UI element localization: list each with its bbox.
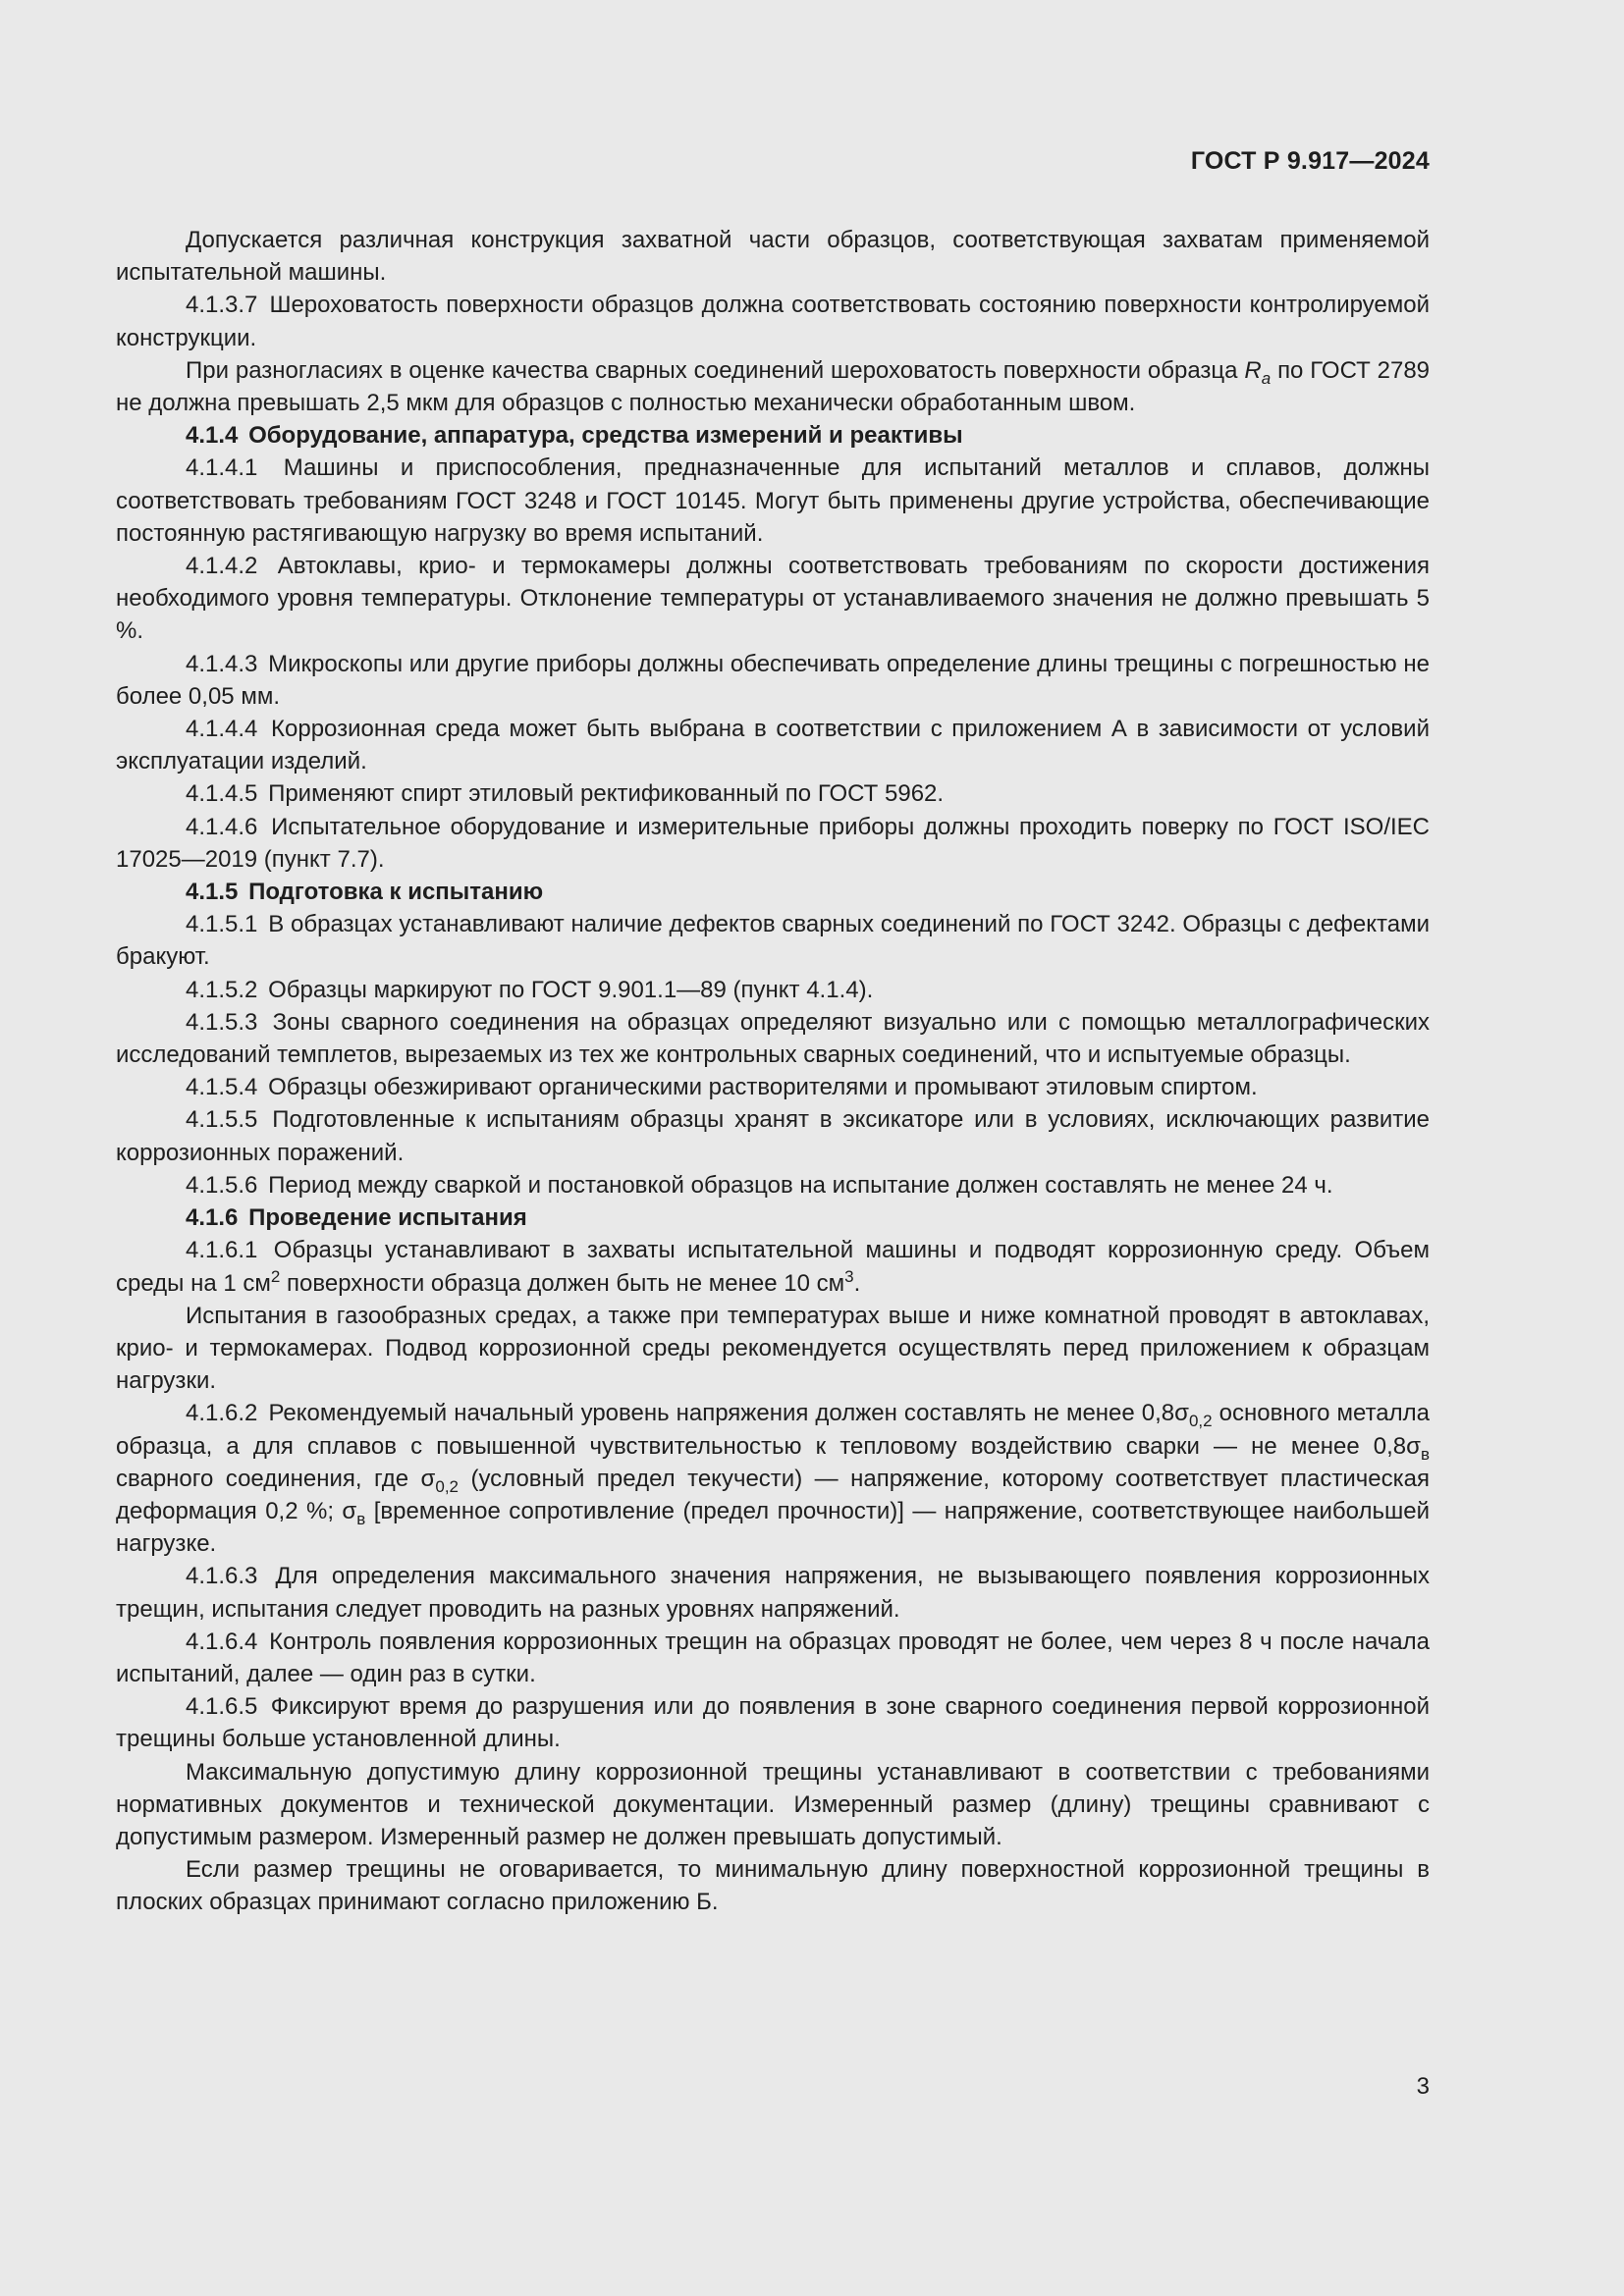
paragraph-text: Шероховатость поверхности образцов должна соответствовать состоянию поверхности контролируемой конструкции. [116, 292, 1431, 351]
section-heading [116, 1201, 1430, 1234]
paragraph-text: Контроль появления коррозионных трещин на образцах проводят не более, чем через 8 ч после начала испытаний, далее — один раз в сутки. [116, 1628, 1431, 1687]
paragraph-text: Подготовленные к испытаниям образцы хранят в эксикаторе или в условиях, исключающих развитие коррозионных поражений. [116, 1106, 1431, 1166]
paragraph [116, 1071, 1430, 1103]
paragraph [116, 1626, 1430, 1690]
superscript: 2 [270, 1266, 281, 1286]
paragraph-text: Допускается различная конструкция захватной части образцов, соответствующая захватам применяемой испытательной машины. [116, 227, 1430, 287]
paragraph [116, 1690, 1430, 1755]
paragraph-text: поверхности образца должен быть не менее 10 см [287, 1269, 845, 1297]
paragraph-text: Образцы устанавливают в захваты испытательной машины и подводят коррозионную среду. Объем среды на 1 см [116, 1237, 1430, 1297]
roughness-symbol: R [1244, 356, 1262, 384]
paragraph [116, 1756, 1430, 1854]
clause-number: 4.1.6.2 [186, 1400, 258, 1427]
subscript: в [1420, 1444, 1430, 1464]
clause-number: 4.1.5.1 [186, 911, 258, 938]
clause-number: 4.1.6.4 [186, 1628, 258, 1655]
paragraph [116, 1006, 1430, 1071]
paragraph-text: Испытания в газообразных средах, а также при температурах выше и ниже комнатной проводят в автоклавах, крио- и термокамерах. Подвод коррозионной среды рекомендуется осуществлять перед приложением к образцам нагрузки. [116, 1302, 1430, 1395]
clause-number: 4.1.3.7 [186, 292, 258, 319]
clause-number: 4.1.4.1 [186, 454, 258, 482]
paragraph-text: . [853, 1269, 861, 1297]
paragraph [116, 354, 1430, 419]
paragraph-text: сварного соединения, где σ [116, 1465, 436, 1492]
paragraph [116, 452, 1430, 550]
roughness-subscript: a [1261, 368, 1272, 388]
clause-number: 4.1.6.1 [186, 1237, 258, 1264]
paragraph-text: Для определения максимального значения напряжения, не вызывающего появления коррозионных трещин, испытания следует проводить на разных уровнях напряжений. [116, 1563, 1430, 1623]
superscript: 3 [844, 1266, 854, 1286]
clause-number: 4.1.4.3 [186, 650, 258, 677]
paragraph [116, 1560, 1430, 1625]
paragraph [116, 1103, 1430, 1168]
paragraph-text: В образцах устанавливают наличие дефектов сварных соединений по ГОСТ 3242. Образцы с дефектами бракуют. [116, 911, 1431, 971]
paragraph [116, 1853, 1430, 1918]
section-number: 4.1.6 [186, 1204, 239, 1232]
paragraph [116, 811, 1430, 876]
paragraph-text: Фиксируют время до разрушения или до появления в зоне сварного соединения первой коррозионной трещины больше установленной длины. [116, 1693, 1431, 1753]
paragraph-text: Рекомендуемый начальный уровень напряжения должен составлять не менее 0,8σ [268, 1400, 1189, 1427]
paragraph-text: Машины и приспособления, предназначенные для испытаний металлов и сплавов, должны соответствовать требованиям ГОСТ 3248 и ГОСТ 10145. Могут быть применены другие устройства, обеспечивающие постоянную растягивающую нагрузку во время испытаний. [116, 454, 1430, 547]
paragraph [116, 1300, 1430, 1398]
paragraph [116, 224, 1430, 289]
subscript: в [356, 1509, 366, 1528]
paragraph [116, 1397, 1430, 1560]
subscript: 0,2 [1188, 1412, 1213, 1431]
paragraph-text: [временное сопротивление (предел прочности)] — напряжение, соответствующее наибольшей нагрузке. [116, 1497, 1431, 1558]
paragraph [116, 713, 1430, 777]
paragraph-text: Образцы маркируют по ГОСТ 9.901.1—89 (пункт 4.1.4). [268, 976, 874, 1003]
paragraph-text: Образцы обезжиривают органическими растворителями и промывают этиловым спиртом. [268, 1074, 1258, 1101]
clause-number: 4.1.4.6 [186, 813, 258, 840]
clause-number: 4.1.6.5 [186, 1693, 258, 1721]
clause-number: 4.1.4.5 [186, 780, 258, 808]
paragraph [116, 777, 1430, 810]
document-body [116, 224, 1430, 1919]
clause-number: 4.1.5.3 [186, 1008, 258, 1036]
paragraph [116, 550, 1430, 648]
paragraph-text: При разногласиях в оценке качества сварных соединений шероховатость поверхности образца [186, 356, 1238, 384]
paragraph-text: основного металла образца, а для сплавов с повышенной чувствительностью к тепловому воздействию сварки — не менее 0,8σ [116, 1400, 1430, 1460]
section-heading [116, 876, 1430, 908]
section-title: Подготовка к испытанию [248, 879, 544, 906]
clause-number: 4.1.4.4 [186, 716, 258, 743]
paragraph [116, 908, 1430, 973]
paragraph [116, 1234, 1430, 1299]
clause-number: 4.1.5.5 [186, 1106, 258, 1134]
paragraph-text: Коррозионная среда может быть выбрана в соответствии с приложением А в зависимости от условий эксплуатации изделий. [116, 716, 1430, 775]
subscript: 0,2 [435, 1476, 459, 1496]
paragraph-text: Применяют спирт этиловый ректификованный по ГОСТ 5962. [268, 780, 945, 808]
clause-number: 4.1.5.4 [186, 1074, 258, 1101]
paragraph-text: (условный предел текучести) — напряжение, которому соответствует пластическая деформация 0,2 %; σ [116, 1465, 1431, 1524]
clause-number: 4.1.4.2 [186, 553, 258, 580]
paragraph [116, 1169, 1430, 1201]
paragraph-text: Если размер трещины не оговаривается, то минимальную длину поверхностной коррозионной трещины в плоских образцах принимают согласно приложению Б. [116, 1856, 1430, 1916]
section-number: 4.1.4 [186, 422, 239, 450]
clause-number: 4.1.5.2 [186, 976, 258, 1003]
paragraph [116, 974, 1430, 1006]
clause-number: 4.1.6.3 [186, 1563, 258, 1590]
paragraph-text: Автоклавы, крио- и термокамеры должны соответствовать требованиям по скорости достижения необходимого уровня температуры. Отклонение температуры от устанавливаемого значения не должно превышать 5 %. [116, 553, 1431, 645]
paragraph-text: Микроскопы или другие приборы должны обеспечивать определение длины трещины с погрешностью не более 0,05 мм. [116, 650, 1430, 710]
clause-number: 4.1.5.6 [186, 1171, 258, 1199]
paragraph-text: по ГОСТ 2789 не должна превышать 2,5 мкм для образцов с полностью механически обработанным швом. [116, 356, 1431, 417]
paragraph-text: Зоны сварного соединения на образцах определяют визуально или с помощью металлографических исследований темплетов, вырезаемых из тех же контрольных сварных соединений, что и испытуемые образцы. [116, 1008, 1430, 1069]
section-number: 4.1.5 [186, 879, 239, 906]
section-title: Оборудование, аппаратура, средства измерений и реактивы [248, 422, 963, 450]
paragraph-text: Испытательное оборудование и измерительные приборы должны проходить поверку по ГОСТ ISO/IEC 17025—2019 (пункт 7.7). [116, 813, 1431, 873]
paragraph-text: Максимальную допустимую длину коррозионной трещины устанавливают в соответствии с требованиями нормативных документов и технической документации. Измеренный размер (длину) трещины сравнивают с допустимым размером. Измеренный размер не должен превышать допустимый. [116, 1758, 1430, 1850]
paragraph-text: Период между сваркой и постановкой образцов на испытание должен составлять не менее 24 ч. [268, 1171, 1333, 1199]
section-title: Проведение испытания [248, 1204, 527, 1232]
section-heading [116, 419, 1430, 452]
document-code: ГОСТ Р 9.917—2024 [1190, 147, 1430, 175]
page-number: 3 [1416, 2073, 1430, 2100]
paragraph [116, 289, 1430, 353]
paragraph [116, 648, 1430, 713]
